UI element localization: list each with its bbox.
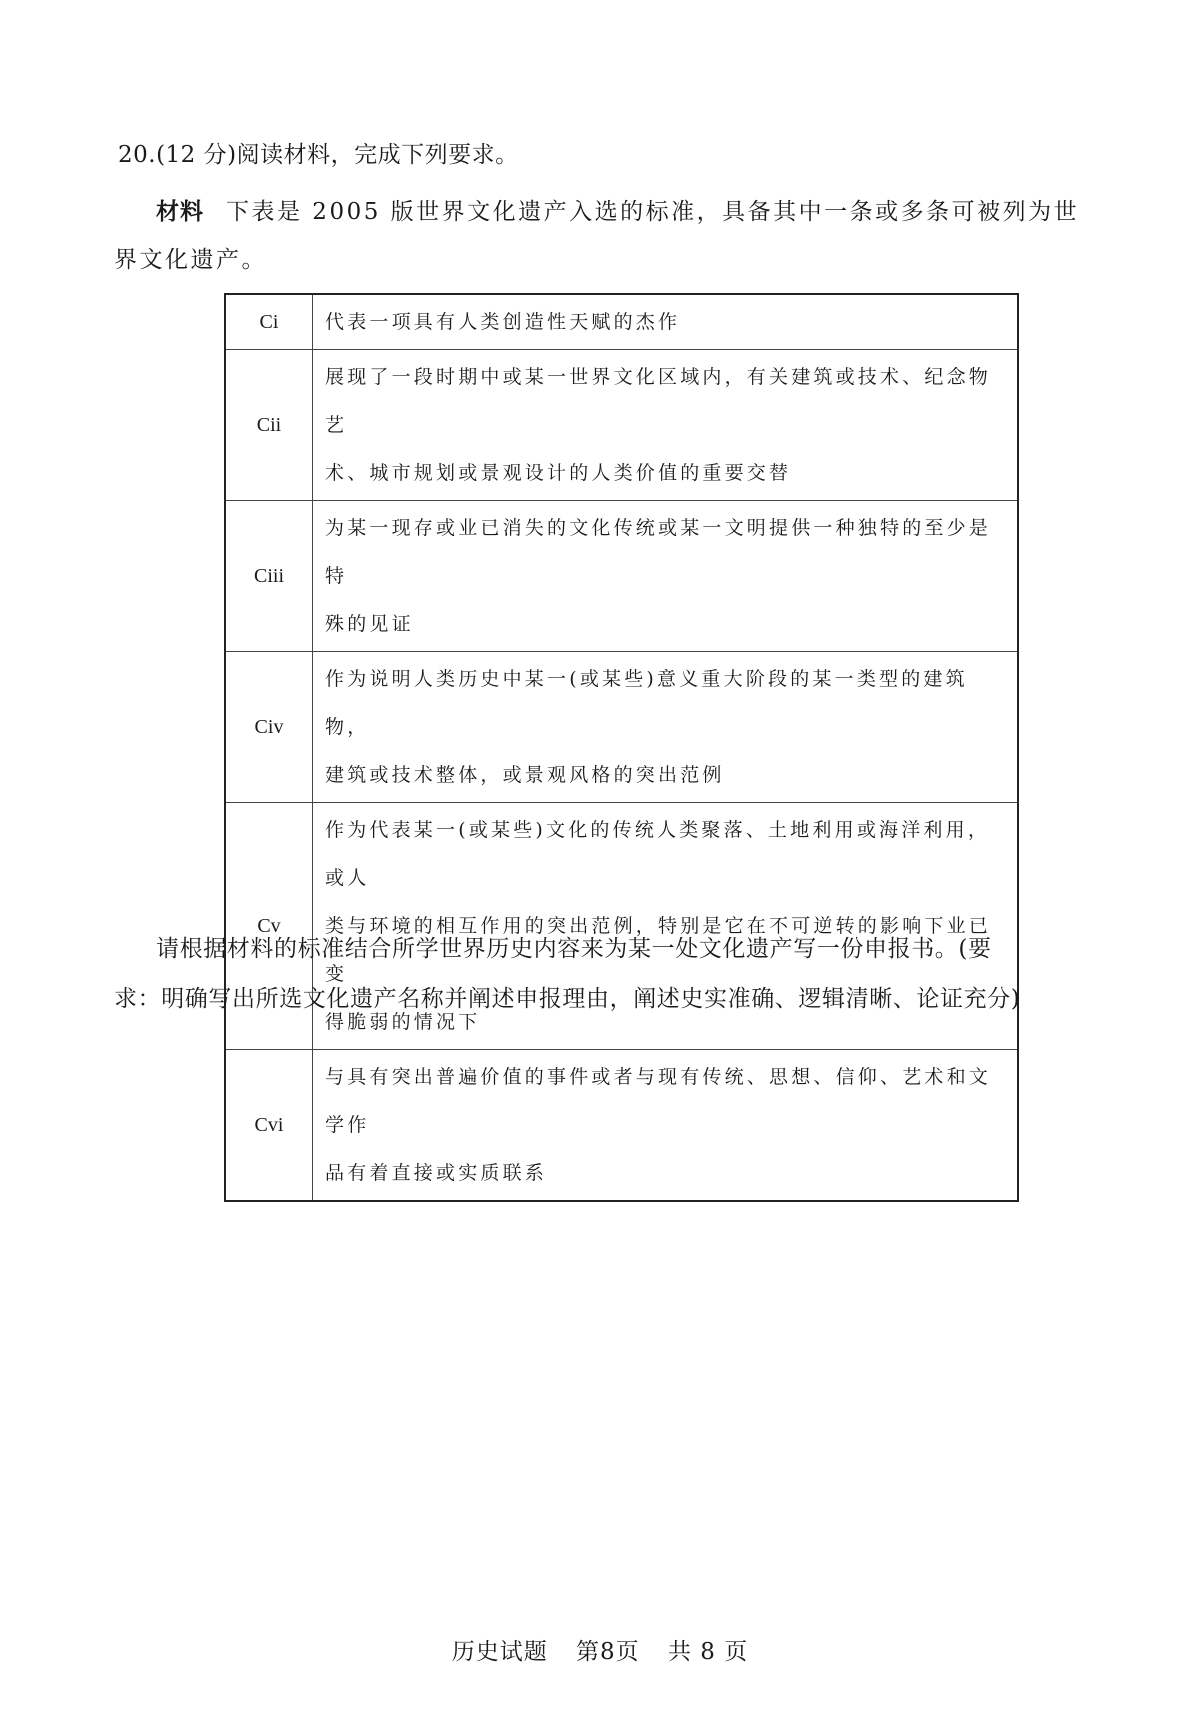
criteria-description (313, 501, 1019, 652)
criteria-description-line: 建筑或技术整体，或景观风格的突出范例 (325, 764, 725, 786)
question-header: 20.(12 分)阅读材料，完成下列要求。 (118, 142, 519, 168)
criteria-table (224, 293, 1019, 1202)
criteria-description-line: 与具有突出普遍价值的事件或者与现有传统、思想、信仰、艺术和文学作 (325, 1066, 992, 1136)
criteria-description-line: 殊的见证 (325, 613, 414, 635)
material-first-line (156, 188, 1086, 236)
criteria-row (225, 350, 1018, 501)
criteria-description-line: 术、城市规划或景观设计的人类价值的重要交替 (325, 462, 792, 484)
criteria-code: Civ (225, 652, 313, 803)
material-label: 材料 (156, 199, 204, 225)
criteria-description-line: 代表一项具有人类创造性天赋的杰作 (325, 311, 681, 333)
criteria-description (313, 1050, 1019, 1202)
criteria-description-line: 类与环境的相互作用的突出范例，特别是它在不可逆转的影响下业已变 (325, 915, 992, 985)
footer-page-number: 第8页 (576, 1639, 640, 1665)
criteria-description-line: 品有着直接或实质联系 (325, 1162, 548, 1184)
material-paragraph (114, 188, 1086, 284)
criteria-description-line: 作为说明人类历史中某一(或某些)意义重大阶段的某一类型的建筑物， (325, 668, 968, 738)
criteria-description-line: 得脆弱的情况下 (325, 1011, 481, 1033)
criteria-code: Ci (225, 294, 313, 350)
task-line1: 请根据材料的标准结合所学世界历史内容来为某一处文化遗产写一份申报书。(要 (156, 936, 992, 962)
page-footer (0, 1633, 1200, 1666)
criteria-row (225, 501, 1018, 652)
criteria-code: Cvi (225, 1050, 313, 1202)
criteria-description-line: 为某一现存或业已消失的文化传统或某一文明提供一种独特的至少是特 (325, 517, 992, 587)
criteria-code: Cv (225, 803, 313, 1050)
criteria-code: Ciii (225, 501, 313, 652)
task-paragraph (114, 924, 1092, 1024)
criteria-description (313, 652, 1019, 803)
criteria-description-line: 作为代表某一(或某些)文化的传统人类聚落、土地利用或海洋利用，或人 (325, 819, 991, 889)
criteria-row (225, 294, 1018, 350)
footer-subject: 历史试题 (451, 1639, 548, 1665)
criteria-row (225, 1050, 1018, 1202)
task-line2: 求：明确写出所选文化遗产名称并阐述申报理由，阐述史实准确、逻辑清晰、论证充分) (114, 986, 1021, 1012)
criteria-description (313, 350, 1019, 501)
criteria-table-body (225, 294, 1018, 1201)
criteria-description-line: 展现了一段时期中或某一世界文化区域内，有关建筑或技术、纪念物艺 (325, 366, 992, 436)
criteria-row (225, 652, 1018, 803)
material-text-line2: 界文化遗产。 (114, 247, 267, 273)
footer-total-pages: 共 8 页 (668, 1639, 749, 1665)
material-text-line1: 下表是 2005 版世界文化遗产入选的标准，具备其中一条或多条可被列为世 (226, 199, 1080, 225)
criteria-description (313, 294, 1019, 350)
criteria-code: Cii (225, 350, 313, 501)
